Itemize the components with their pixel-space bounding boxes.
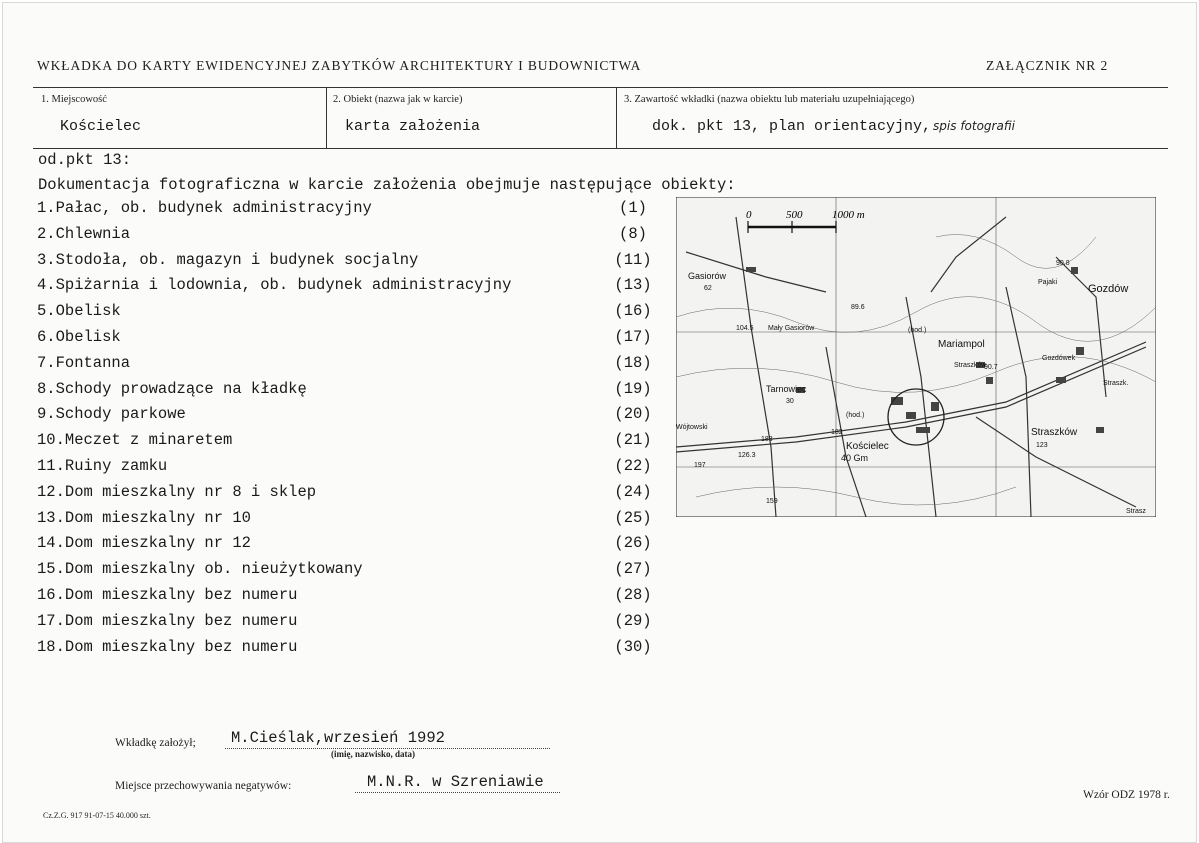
list-item xyxy=(37,638,657,664)
map-label: 123 xyxy=(1036,442,1048,449)
print-info: Cz.Z.G. 917 91-07-15 40.000 szt. xyxy=(43,811,151,820)
list-item-photo-ref: (19) xyxy=(614,379,652,398)
list-item-text: 12.Dom mieszkalny nr 8 i sklep xyxy=(37,482,317,501)
form-title: WKŁADKA DO KARTY EWIDENCYJNEJ ZABYTKÓW ARCHITEKTURY I BUDOWNICTWA xyxy=(37,58,642,73)
negatives-label: Miejsce przechowywania negatywów: xyxy=(115,780,292,792)
list-item xyxy=(37,354,657,380)
map-label: 183 xyxy=(761,436,773,443)
list-item-photo-ref: (28) xyxy=(614,585,652,604)
list-item xyxy=(37,302,657,328)
list-item-photo-ref: (20) xyxy=(614,405,652,424)
list-item xyxy=(37,457,657,483)
list-item-photo-ref: (22) xyxy=(614,456,652,475)
list-item xyxy=(37,276,657,302)
founder-value: M.Cieślak,wrzesień 1992 xyxy=(231,729,445,747)
list-item-text: 18.Dom mieszkalny bez numeru xyxy=(37,637,298,656)
list-item-text: 7.Fontanna xyxy=(37,353,131,372)
locality-value: Kościelec xyxy=(60,118,142,135)
map-label: 90.7 xyxy=(984,364,998,371)
map-label: 62 xyxy=(704,285,712,292)
map-frame xyxy=(676,197,1156,517)
list-item-photo-ref: (25) xyxy=(614,508,652,527)
map-label: (hod.) xyxy=(846,412,865,419)
negatives-line xyxy=(355,792,560,793)
list-item-text: 2.Chlewnia xyxy=(37,224,131,243)
list-item-text: 3.Stodoła, ob. magazyn i budynek socjalny xyxy=(37,250,419,269)
section-heading: od.pkt 13: xyxy=(38,151,132,169)
map-label: Kościelec xyxy=(846,441,889,452)
list-item-text: 4.Spiżarnia i lodownia, ob. budynek administracyjny xyxy=(37,276,512,295)
list-item-text: 9.Schody parkowe xyxy=(37,405,186,424)
map-label: 126.3 xyxy=(738,452,756,459)
list-item-photo-ref: (24) xyxy=(614,482,652,501)
photo-list xyxy=(37,199,657,663)
fields-row xyxy=(33,87,1168,149)
map-label: 197 xyxy=(694,462,706,469)
negatives-value: M.N.R. w Szreniawie xyxy=(367,773,544,791)
list-item-text: 10.Meczet z minaretem xyxy=(37,431,233,450)
contents-handwritten-note: spis fotografii xyxy=(933,119,1015,133)
section-intro: Dokumentacja fotograficzna w karcie założenia obejmuje następujące obiekty: xyxy=(38,176,736,194)
list-item xyxy=(37,380,657,406)
list-item xyxy=(37,560,657,586)
map-label: 89.6 xyxy=(851,304,865,311)
map-label: Gasiorów xyxy=(688,271,727,281)
list-item-text: 5.Obelisk xyxy=(37,302,121,321)
list-item-text: 15.Dom mieszkalny ob. nieużytkowany xyxy=(37,560,363,579)
list-item xyxy=(37,612,657,638)
field-divider xyxy=(616,88,617,148)
list-item-text: 6.Obelisk xyxy=(37,327,121,346)
list-item-photo-ref: (29) xyxy=(614,611,652,630)
list-item xyxy=(37,405,657,431)
list-item xyxy=(37,251,657,277)
record-card xyxy=(2,2,1197,843)
object-label: 2. Obiekt (nazwa jak w karcie) xyxy=(333,94,463,105)
locality-label: 1. Miejscowość xyxy=(41,94,107,105)
list-item xyxy=(37,534,657,560)
map-label: 159 xyxy=(766,498,778,505)
list-item-text: 11.Ruiny zamku xyxy=(37,456,168,475)
map-label: Straszków xyxy=(1031,427,1078,438)
object-value: karta założenia xyxy=(345,118,481,135)
list-item-photo-ref: (8) xyxy=(619,224,647,243)
map-scale-500: 500 xyxy=(786,209,803,221)
map-label: Wójtowski xyxy=(676,424,708,431)
map-label: Tarnowiec xyxy=(766,384,807,394)
list-item-text: 8.Schody prowadzące na kładkę xyxy=(37,379,307,398)
map-scale-1000: 1000 m xyxy=(832,209,865,221)
annex-number: ZAŁĄCZNIK NR 2 xyxy=(986,58,1109,73)
list-item-photo-ref: (27) xyxy=(614,560,652,579)
founder-label: Wkładkę założył; xyxy=(115,737,196,749)
contents-value xyxy=(652,118,1015,135)
list-item xyxy=(37,509,657,535)
map-label: Gozdówek xyxy=(1042,355,1076,362)
map-label: Pajaki xyxy=(1038,279,1058,286)
list-item-photo-ref: (16) xyxy=(614,302,652,321)
map-label: Gozdów xyxy=(1088,283,1129,295)
list-item-photo-ref: (26) xyxy=(614,534,652,553)
map-label: Mały Gasiorów xyxy=(768,325,815,332)
list-item xyxy=(37,483,657,509)
map-label: Straszk. xyxy=(1103,380,1129,387)
map-label: 90.8 xyxy=(1056,260,1070,267)
contents-value-text: dok. pkt 13, plan orientacyjny, xyxy=(652,118,932,135)
orientation-map xyxy=(676,197,1156,517)
map-label: 182 xyxy=(831,429,843,436)
list-item-text: 14.Dom mieszkalny nr 12 xyxy=(37,534,251,553)
list-item-text: 17.Dom mieszkalny bez numeru xyxy=(37,611,298,630)
list-item-text: 1.Pałac, ob. budynek administracyjny xyxy=(37,199,372,217)
list-item-photo-ref: (18) xyxy=(614,353,652,372)
list-item-text: 13.Dom mieszkalny nr 10 xyxy=(37,508,251,527)
list-item-photo-ref: (21) xyxy=(614,431,652,450)
list-item-text: 16.Dom mieszkalny bez numeru xyxy=(37,585,298,604)
map-label: (hod.) xyxy=(908,327,927,334)
map-label: Strasz xyxy=(1126,508,1146,515)
founder-caption: (imię, nazwisko, data) xyxy=(331,749,415,759)
field-divider xyxy=(326,88,327,148)
map-label: Straszków xyxy=(954,362,987,369)
map-label: Mariampol xyxy=(938,339,985,350)
list-item-photo-ref: (17) xyxy=(614,327,652,346)
list-item-photo-ref: (11) xyxy=(614,250,652,269)
list-item-photo-ref: (1) xyxy=(619,199,647,217)
map-scale-0: 0 xyxy=(746,209,752,221)
list-item xyxy=(37,328,657,354)
contents-label: 3. Zawartość wkładki (nazwa obiektu lub materiału uzupełniającego) xyxy=(624,94,915,105)
list-item xyxy=(37,431,657,457)
form-model: Wzór ODZ 1978 r. xyxy=(1083,789,1170,801)
list-item-photo-ref: (30) xyxy=(614,637,652,656)
list-item xyxy=(37,225,657,251)
list-item-photo-ref: (13) xyxy=(614,276,652,295)
list-item xyxy=(37,586,657,612)
map-label: 30 xyxy=(786,398,794,405)
map-label: 104.5 xyxy=(736,325,754,332)
list-item xyxy=(37,199,657,225)
map-label: 40 Gm xyxy=(841,453,869,463)
